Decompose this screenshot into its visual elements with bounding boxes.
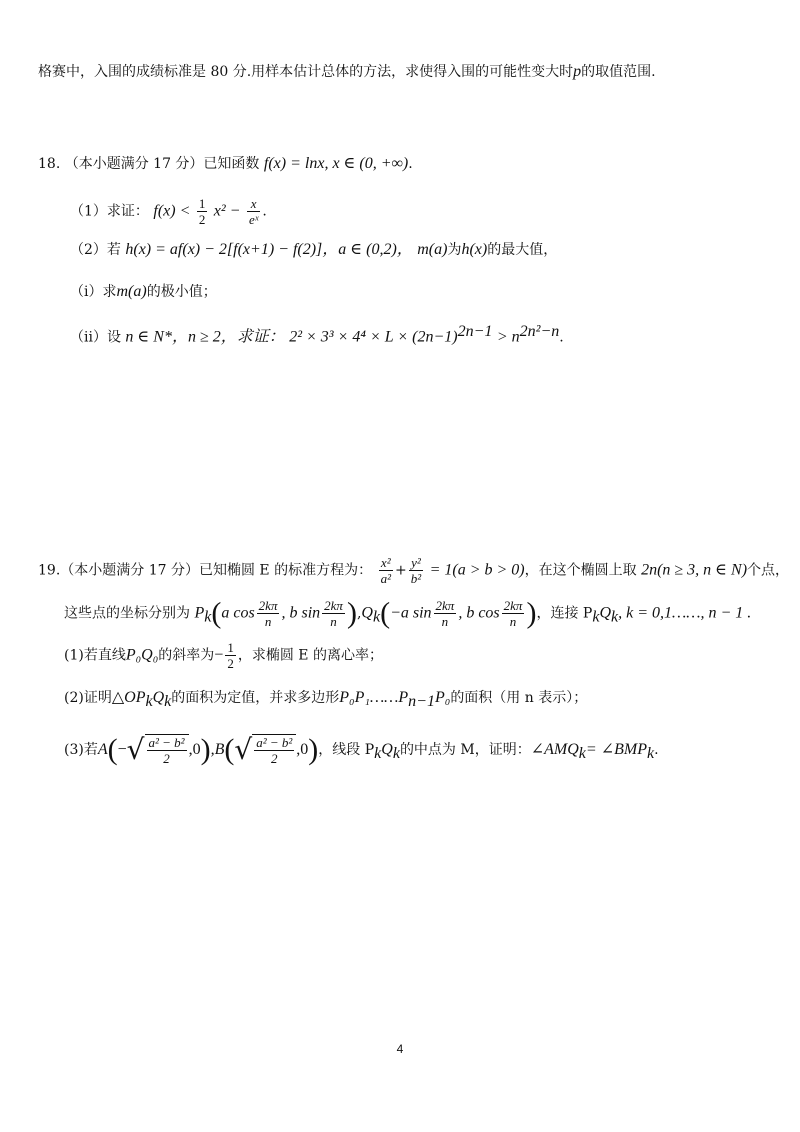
q18-part1: （1）求证： f(x) < $\frac{1}{2}$ x² − $\frac{x}{\text{eˣ}}$ .	[70, 196, 267, 227]
q18-sub-i: （i）求m(a)的极小值；	[70, 283, 217, 300]
fraction: $\frac{2k\pi}{n}$	[324, 598, 343, 629]
fraction: $\frac{\text{y²}}{\text{b²}}$	[410, 555, 422, 586]
fraction: $\frac{2k\pi}{n}$	[435, 598, 455, 629]
q18-part2: （2）若 h(x) = af(x) − 2[f(x+1) − f(2)]，a ∈ (0,2)， m(a)为h(x)的最大值，	[70, 241, 558, 258]
fraction: $\frac{1}{2}$	[227, 640, 234, 671]
fraction: $\frac{\text{a² − b²}}{2}$	[148, 735, 185, 766]
q18-header: 18. （本小题满分 17 分）已知函数 f(x) = lnx, x ∈ (0, +∞).	[38, 155, 413, 172]
q19-part3: (3)若A(−√ $\frac{\text{a² − b²}}{2}$ ,0),B(√ $\frac{\text{a² − b²}}{2}$ ,0)，线段 $P_kQ_k$的中点为 M，证明：$\angle AMQ_k=$ $\angle BMP_k$.	[64, 733, 659, 766]
intro-line: 格赛中，入围的成绩标准是 80 分.用样本估计总体的方法，求使得入围的可能性变大时p的取值范围.	[38, 63, 656, 80]
page-number: 4	[396, 1042, 404, 1056]
q19-part2: (2)证明$\triangle OP_kQ_k$的面积为定值，并求多边形$P_0P_1\dots\dots P_{n-1}P_0$的面积（用 n 表示）；	[64, 689, 588, 710]
sqrt: √ $\frac{\text{a² − b²}}{2}$	[127, 734, 189, 766]
fraction: $\frac{2k\pi}{n}$	[503, 598, 523, 629]
fraction: $\frac{1}{2}$	[198, 196, 206, 227]
fraction: $\frac{\text{x²}}{\text{a²}}$	[380, 555, 391, 586]
fraction: $\frac{2k\pi}{n}$	[258, 598, 278, 629]
q18-sub-ii: （ii）设 n ∈ N*，n ≥ 2，求证： $2^2 \times 3^3 \times 4^4 \times L \times (2n-1)^{2n-1} > n^{2n^2-n}$.	[70, 323, 564, 346]
fraction: $\frac{x}{\text{eˣ}}$	[248, 196, 259, 227]
q19-part1: (1)若直线P₀Q₀的斜率为− $\frac{1}{2}$ ，求椭圆 E 的离心率；	[64, 640, 383, 671]
q19-points: 这些点的坐标分别为 $P_k(a$ cos $\frac{2k\pi}{n}$ , b sin $\frac{2k\pi}{n}$ )$,Q_k(-a$ sin $\frac{2k\pi}{n}$ , b cos $\frac{2k\pi}{n}$ )，连接 $P_kQ_k$, k = 0,1……, n − 1 .	[64, 596, 752, 630]
sqrt: √ $\frac{\text{a² − b²}}{2}$	[234, 734, 296, 766]
q19-header: 19.（本小题满分 17 分）已知椭圆 E 的标准方程为： $\frac{\text{x²}}{\text{a²}}$ + $\frac{\text{y²}}{\text{b²}}$ = 1(a > b > 0)，在这个椭圆上取 2n(n ≥ 3, n ∈ N)个点，	[38, 555, 790, 586]
fraction: $\frac{\text{a² − b²}}{2}$	[256, 735, 293, 766]
